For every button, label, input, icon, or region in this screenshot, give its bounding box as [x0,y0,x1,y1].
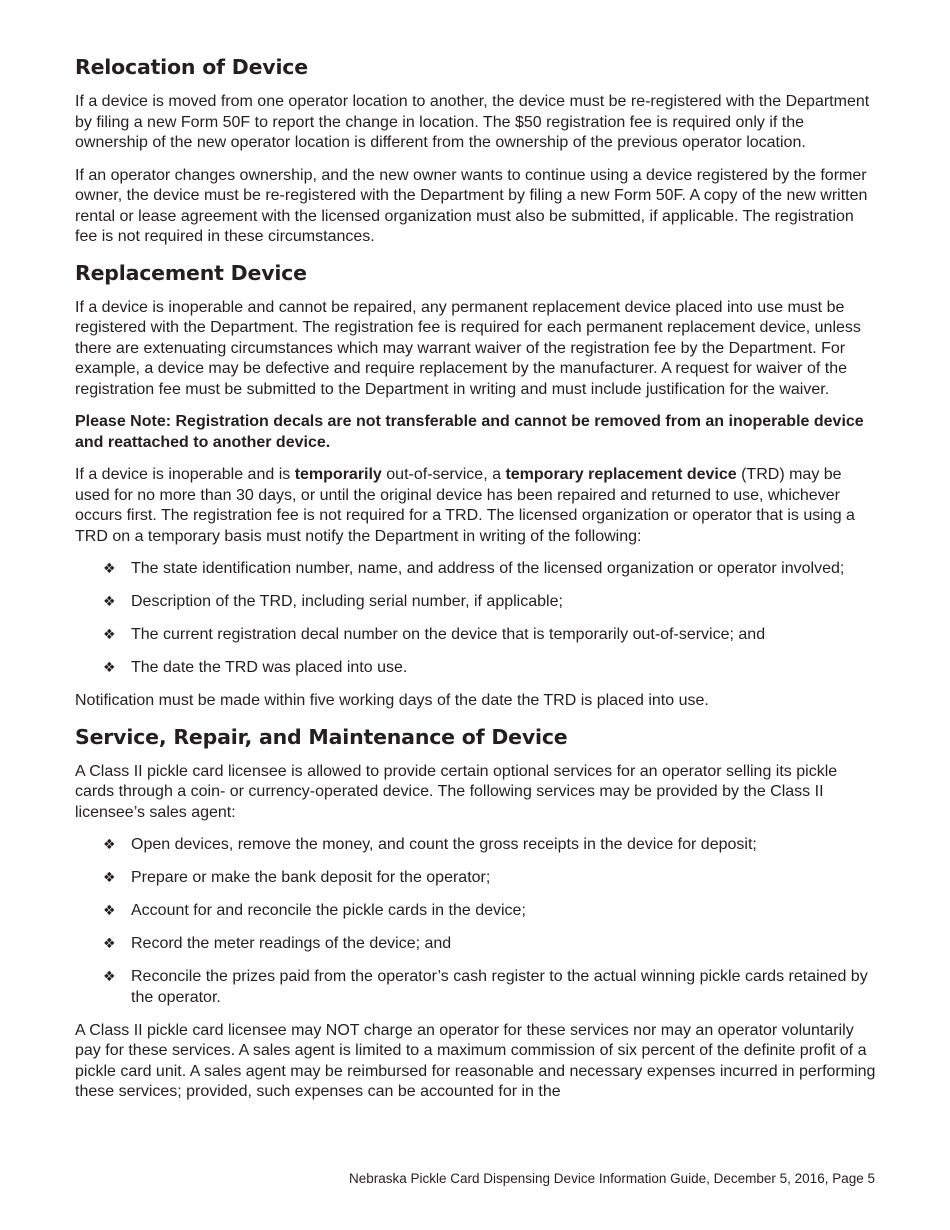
diamond-bullet-icon: ❖ [103,837,116,853]
list-item [75,934,877,955]
registration-decal-note: Please Note: Registration decals are not transferable and cannot be removed from an inoperable device and reattached to another device. [75,413,864,451]
diamond-bullet-icon: ❖ [103,561,116,577]
heading-replacement: Replacement Device [75,260,307,285]
list-item [75,625,877,646]
list-item [75,967,877,1008]
service-paragraph-1: A Class II pickle card licensee is allowed to provide certain optional services for an operator selling its pickle cards through a coin- or currency-operated device. The following services may be provided by the Class II licensee’s sales agent: [75,762,838,821]
service-paragraph-2: A Class II pickle card licensee may NOT charge an operator for these services nor may an operator voluntarily pay for these services. A sales agent is limited to a maximum commission of six percent of the definite profit of a pickle card unit. A sales agent may be reimbursed for reasonable and necessary expenses incurred in performing these services; provided, such expenses can be accounted for in the [75,1021,876,1100]
heading-service: Service, Repair, and Maintenance of Device [75,724,568,749]
bold-trd: temporary replacement device [505,466,737,483]
list-item [75,835,877,856]
list-item-text: Open devices, remove the money, and count the gross receipts in the device for deposit; [131,836,757,853]
list-item-text: The date the TRD was placed into use. [131,659,408,676]
text-segment: (TRD) may be used for no more than 30 days, or until the original device has been repaired and returned to use, whichever occurs first. The registration fee is not required for a TRD. The licensed organization or operator that is using a TRD on a temporary basis must notify the Department in writing of the following: [75,466,855,545]
text-segment: out-of-service, a [381,466,506,483]
diamond-bullet-icon: ❖ [103,594,116,610]
diamond-bullet-icon: ❖ [103,903,116,919]
relocation-paragraph-1: If a device is moved from one operator location to another, the device must be re-registered with the Department by filing a new Form 50F to report the change in location. The $50 registration fee is required only if the ownership of the new operator location is different from the ownership of the previous operator location. [75,93,870,151]
list-item [75,592,877,613]
diamond-bullet-icon: ❖ [103,969,116,985]
list-item-text: Account for and reconcile the pickle cards in the device; [131,902,526,919]
page-footer: Nebraska Pickle Card Dispensing Device Information Guide, December 5, 2016, Page 5 [348,1171,875,1186]
heading-relocation: Relocation of Device [75,55,308,79]
list-item [75,901,877,922]
diamond-bullet-icon: ❖ [103,936,116,952]
list-item [75,868,877,889]
list-item-text: Description of the TRD, including serial number, if applicable; [131,593,563,610]
list-item-text: The current registration decal number on the device that is temporarily out-of-service; and [131,626,766,643]
page-content [75,54,877,1115]
list-item [75,658,877,679]
diamond-bullet-icon: ❖ [103,627,116,643]
list-item-text: The state identification number, name, and address of the licensed organization or operator involved; [131,560,845,577]
list-item-text: Record the meter readings of the device; and [131,935,452,952]
diamond-bullet-icon: ❖ [103,870,116,886]
replacement-paragraph-3: Notification must be made within five working days of the date the TRD is placed into use. [75,692,709,709]
text-segment: If a device is inoperable and is [75,466,295,483]
trd-notification-list [75,559,877,679]
diamond-bullet-icon: ❖ [103,660,116,676]
list-item-text: Prepare or make the bank deposit for the operator; [131,869,491,886]
optional-services-list [75,835,877,1008]
list-item [75,559,877,580]
replacement-paragraph-2 [75,465,877,547]
bold-temporarily: temporarily [294,466,382,483]
list-item-text: Reconcile the prizes paid from the operator’s cash register to the actual winning pickle cards retained by the operator. [131,968,868,1006]
replacement-paragraph-1: If a device is inoperable and cannot be repaired, any permanent replacement device placed into use must be registered with the Department. The registration fee is required for each permanent replacement device, unless there are extenuating circumstances which may warrant waiver of the registration fee by the Department. For example, a device may be defective and require replacement by the manufacturer. A request for waiver of the registration fee must be submitted to the Department in writing and must include justification for the waiver. [75,298,861,398]
relocation-paragraph-2: If an operator changes ownership, and the new owner wants to continue using a device registered by the former owner, the device must be re-registered with the Department by filing a new Form 50F. A copy of the new written rental or lease agreement with the licensed organization must also be submitted, if applicable. The registration fee is not required in these circumstances. [75,166,868,245]
